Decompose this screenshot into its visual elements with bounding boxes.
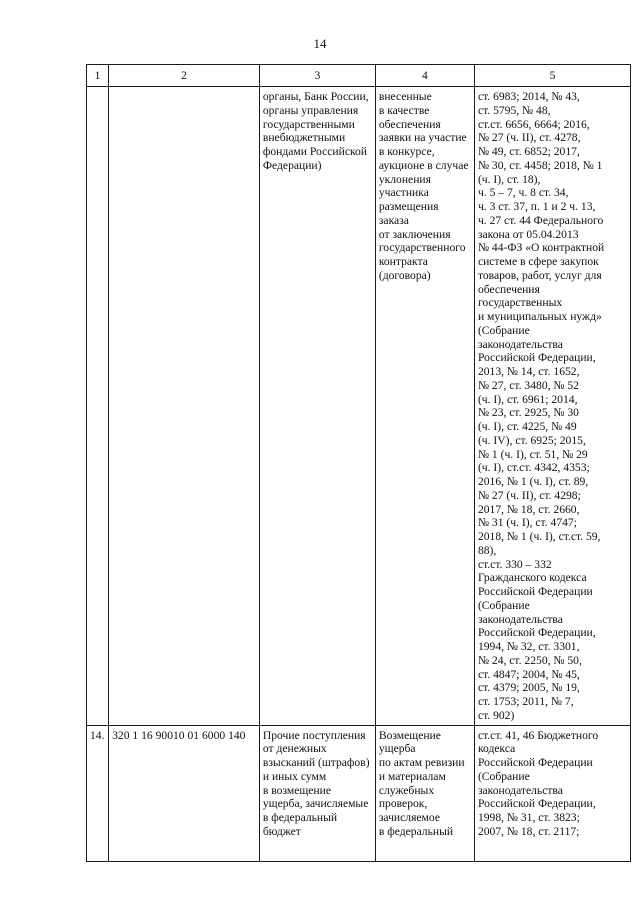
table-row bbox=[87, 725, 631, 861]
header-cell: 3 bbox=[259, 65, 375, 87]
page-number: 14 bbox=[313, 36, 327, 51]
legal-table bbox=[86, 64, 631, 862]
header-cell: 2 bbox=[109, 65, 260, 87]
row-legal-basis: ст.ст. 41, 46 Бюджетного кодекса Российской Федерации (Собрание законодательства Российской Федерации, 1998, № 31, ст. 3823; 2007, № 18, ст. 2117; bbox=[474, 725, 630, 861]
row-description: Возмещение ущерба по актам ревизии и материалам служебных проверок, зачисляемое в федеральный bbox=[375, 725, 474, 861]
table-header-row bbox=[87, 65, 631, 87]
row-legal-basis: ст. 6983; 2014, № 43, ст. 5795, № 48, ст.ст. 6656, 6664; 2016, № 27 (ч. II), ст. 4278, № 49, ст. 6852; 2017, № 30, ст. 4458; 2018, № 1 (ч. I), ст. 18), ч. 5 – 7, ч. 8 ст. 34, ч. 3 ст. 37, п. 1 и 2 ч. 13, ч. 27 ст. 44 Федерального закона от 05.04.2013 № 44-ФЗ «О контрактной системе в сфере закупок товаров, работ, услуг для обеспечения государственных и муниципальных нужд» (Собрание законодательства Российской Федерации, 2013, № 14, ст. 1652, № 27, ст. 3480, № 52 (ч. I), ст. 6961; 2014, № 23, ст. 2925, № 30 (ч. I), ст. 4225, № 49 (ч. IV), ст. 6925; 2015, № 1 (ч. I), ст. 51, № 29 (ч. I), ст.ст. 4342, 4353; 2016, № 1 (ч. I), ст. 89, № 27 (ч. II), ст. 4298; 2017, № 18, ст. 2660, № 31 (ч. I), ст. 4747; 2018, № 1 (ч. I), ст.ст. 59, 88), ст.ст. 330 – 332 Гражданского кодекса Российской Федерации (Собрание законодательства Российской Федерации, 1994, № 32, ст. 3301, № 24, ст. 2250, № 50, ст. 4847; 2004, № 45, ст. 4379; 2005, № 19, ст. 1753; 2011, № 7, ст. 902) bbox=[474, 87, 630, 726]
header-cell: 4 bbox=[375, 65, 474, 87]
row-number bbox=[87, 87, 109, 726]
row-name: Прочие поступления от денежных взысканий (штрафов) и иных сумм в возмещение ущерба, зачисляемые в федеральный бюджет bbox=[259, 725, 375, 861]
header-cell: 5 bbox=[474, 65, 630, 87]
row-code bbox=[109, 87, 260, 726]
header-cell: 1 bbox=[87, 65, 109, 87]
row-number: 14. bbox=[87, 725, 109, 861]
table-row bbox=[87, 87, 631, 726]
row-name: органы, Банк России, органы управления государственными внебюджетными фондами Российской Федерации) bbox=[259, 87, 375, 726]
row-code: 320 1 16 90010 01 6000 140 bbox=[109, 725, 260, 861]
row-description: внесенные в качестве обеспечения заявки на участие в конкурсе, аукционе в случае уклонения участника размещения заказа от заключения государственного контракта (договора) bbox=[375, 87, 474, 726]
